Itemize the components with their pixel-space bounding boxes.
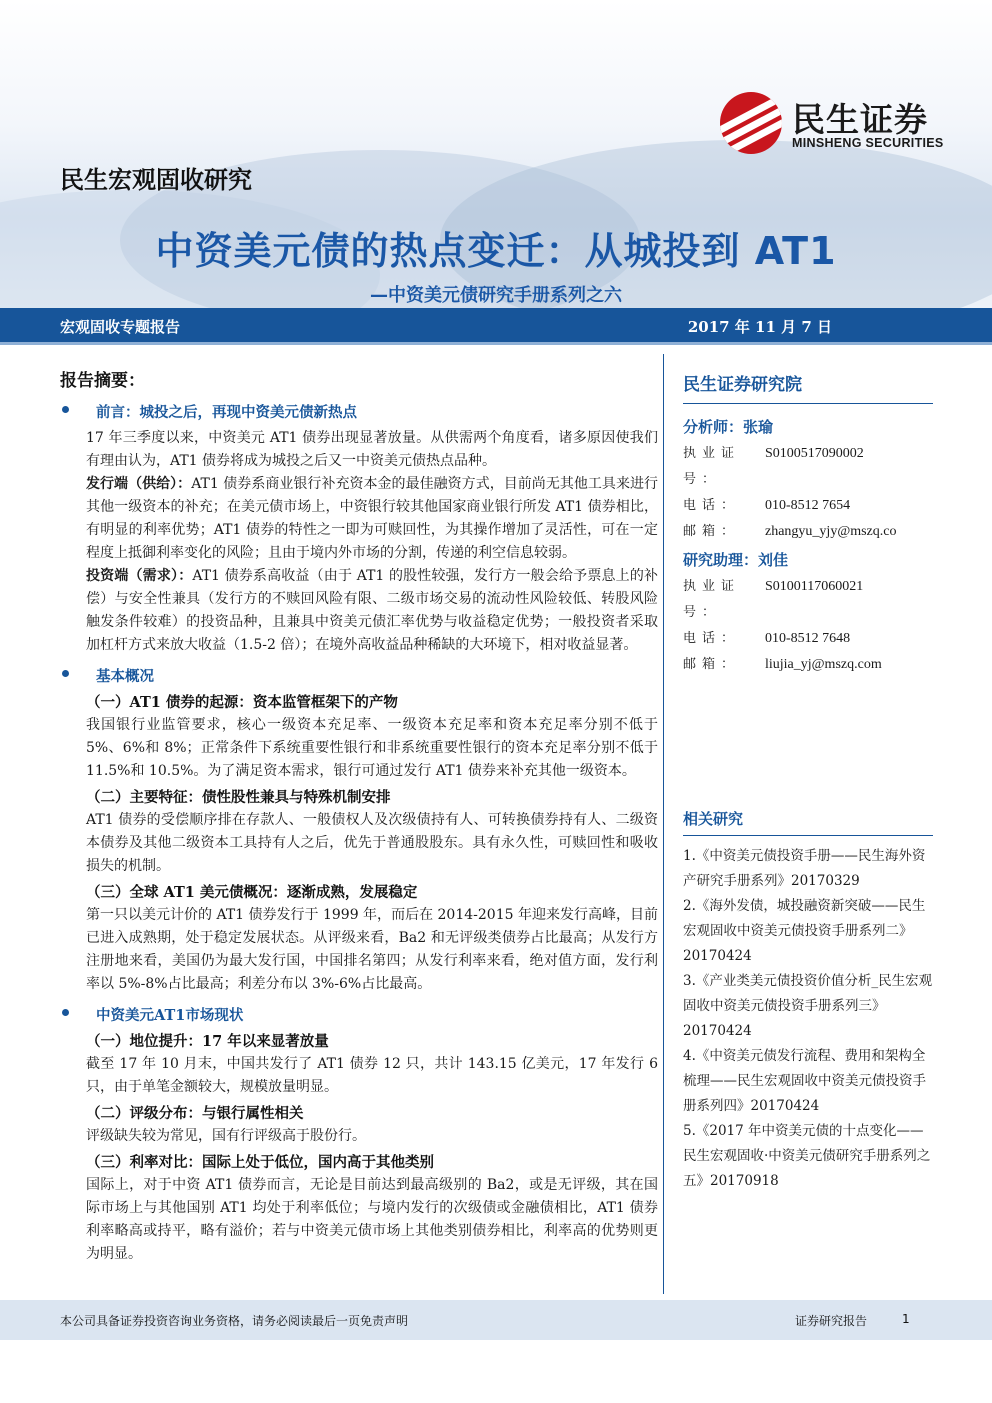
section-heading: 前言：城投之后，再现中资美元债新热点 bbox=[60, 401, 658, 422]
bullet-icon bbox=[62, 1009, 69, 1016]
report-type: 宏观固收专题报告 bbox=[60, 318, 181, 336]
subsection-heading: （一）AT1 债券的起源：资本监管框架下的产物 bbox=[86, 694, 398, 711]
footer-doc-type: 证券研究报告 bbox=[795, 1314, 868, 1328]
subsection-heading: （三）利率对比：国际上处于低位，国内高于其他类别 bbox=[86, 1154, 434, 1171]
related-research-item: 2.《海外发债，城投融资新突破——民生宏观固收中资美元债投资手册系列二》20170424 bbox=[683, 898, 926, 964]
paragraph: 发行端（供给）：AT1 债券系商业银行补充资本金的最佳融资方式，目前尚无其他工具来进行其他一级资本的补充；在美元债市场上，中资银行较其他国家商业银行所发 AT1 债券相比，有明显的利率优势；AT1 债券的特性之一即为可赎回性，为其操作增加了灵活性，可在一定程度上抵御利率变化的风险；且由于境内外市场的分割，传递的利空信息较弱。 bbox=[86, 476, 658, 561]
paragraph: 17 年三季度以来，中资美元 AT1 债券出现显著放量。从供需两个角度看，诸多原因使我们有理由认为，AT1 债券将成为城投之后又一中资美元债热点品种。 bbox=[86, 430, 658, 469]
contact-row: 电话： 010-8512 7648 bbox=[683, 631, 851, 646]
subsection-heading: （二）主要特征：债性股性兼具与特殊机制安排 bbox=[86, 789, 391, 806]
paragraph: AT1 债券的受偿顺序排在存款人、一般债权人及次级债持有人、可转换债券持有人、二级资本债券及其他二级资本工具持有人之后，优先于普通股股东。具有永久性，可赎回性和吸收损失的机制。 bbox=[86, 812, 658, 874]
report-date: 2017 年 11 月 7 日 bbox=[687, 318, 832, 336]
series-name: 民生宏观固收研究 bbox=[60, 166, 252, 194]
contact-row: 邮箱： zhangyu_yjy@mszq.co bbox=[683, 524, 897, 539]
related-research-item: 4.《中资美元债发行流程、费用和架构全梳理——民生宏观固收中资美元债投资手册系列四》20170424 bbox=[683, 1048, 926, 1114]
contact-row: 执业证号： S0100517090002 bbox=[683, 446, 864, 487]
divider bbox=[683, 403, 933, 404]
bullet-icon bbox=[62, 406, 69, 413]
abstract-column bbox=[60, 362, 658, 1266]
analyst-heading: 分析师：张瑜 bbox=[683, 418, 774, 436]
brand-name-en: MINSHENG SECURITIES bbox=[792, 136, 944, 150]
related-research-heading: 相关研究 bbox=[683, 810, 744, 828]
report-type-band bbox=[0, 308, 992, 342]
report-subtitle: —中资美元债研究手册系列之六 bbox=[370, 285, 622, 306]
contact-row: 邮箱： liujia_yj@mszq.com bbox=[683, 657, 882, 672]
related-research-item: 3.《产业类美元债投资价值分析_民生宏观固收中资美元债投资手册系列三》20170424 bbox=[683, 973, 933, 1039]
abstract-title: 报告摘要： bbox=[60, 371, 145, 391]
section-heading: 基本概况 bbox=[60, 665, 658, 686]
section-heading: 中资美元AT1市场现状 bbox=[60, 1004, 658, 1025]
contact-row: 电话： 010-8512 7654 bbox=[683, 498, 851, 513]
assistant-heading: 研究助理：刘佳 bbox=[683, 551, 789, 569]
institute-name: 民生证券研究院 bbox=[683, 375, 802, 395]
band-underline bbox=[0, 342, 992, 345]
paragraph: 截至 17 年 10 月末，中国共发行了 AT1 债券 12 只，共计 143.15 亿美元，17 年发行 6 只，由于单笔金额较大，规模放量明显。 bbox=[86, 1056, 658, 1095]
logo-icon bbox=[720, 92, 782, 154]
report-title: 中资美元债的热点变迁：从城投到 AT1 bbox=[155, 229, 837, 273]
page-footer bbox=[0, 1300, 992, 1340]
footer-disclaimer: 本公司具备证券投资咨询业务资格，请务必阅读最后一页免责声明 bbox=[60, 1314, 409, 1328]
brand-logo bbox=[720, 92, 950, 158]
column-divider bbox=[663, 354, 664, 1294]
subsection-heading: （三）全球 AT1 美元债概况：逐渐成熟，发展稳定 bbox=[86, 884, 418, 901]
paragraph: 评级缺失较为常见，国有行评级高于股份行。 bbox=[86, 1128, 366, 1144]
divider bbox=[683, 835, 933, 836]
page-number: 1 bbox=[902, 1312, 910, 1326]
bullet-icon bbox=[62, 670, 69, 677]
subsection-heading: （一）地位提升：17 年以来显著放量 bbox=[86, 1033, 329, 1050]
paragraph: 第一只以美元计价的 AT1 债券发行于 1999 年，而后在 2014-2015 年迎来发行高峰，目前已进入成熟期，处于稳定发展状态。从评级来看，Ba2 和无评级类债券占比最高；从发行方注册地来看，美国仍为最大发行国，中国排名第四；从发行利率来看，绝对值方面，发行利率以 5%-8%占比最高；利差分布以 3%-6%占比最高。 bbox=[86, 907, 658, 992]
subsection-heading: （二）评级分布：与银行属性相关 bbox=[86, 1105, 304, 1122]
brand-name-cn: 民生证券 bbox=[792, 100, 928, 139]
sidebar bbox=[683, 370, 933, 1194]
paragraph: 我国银行业监管要求，核心一级资本充足率、一级资本充足率和资本充足率分别不低于 5%、6%和 8%；正常条件下系统重要性银行和非系统重要性银行的资本充足率分别不低于 11.5%和 10.5%。为了满足资本需求，银行可通过发行 AT1 债券来补充其他一级资本。 bbox=[86, 717, 658, 779]
paragraph: 国际上，对于中资 AT1 债券而言，无论是目前达到最高级别的 Ba2，或是无评级，其在国际市场上与其他国别 AT1 均处于利率低位；与境内发行的次级债或金融债相比，AT1 债券利率略高或持平，略有溢价；若与中资美元债市场上其他类别债券相比，利率高的优势则更为明显。 bbox=[86, 1177, 658, 1262]
contact-row: 执业证号： S0100117060021 bbox=[683, 579, 864, 620]
related-research-item: 5.《2017 年中资美元债的十点变化——民生宏观固收·中资美元债研究手册系列之五》20170918 bbox=[683, 1123, 931, 1189]
related-research-item: 1.《中资美元债投资手册——民生海外资产研究手册系列》20170329 bbox=[683, 848, 926, 889]
paragraph: 投资端（需求）：AT1 债券系高收益（由于 AT1 的股性较强，发行方一般会给予票息上的补偿）与安全性兼具（发行方的不赎回风险有限、二级市场交易的流动性风险较低、转股风险触发条件较难）的投资品种，且兼具中资美元债汇率优势与收益稳定优势；一般投资者采取加杠杆方式来放大收益（1.5-2 倍）；在境外高收益品种稀缺的大环境下，相对收益显著。 bbox=[86, 568, 659, 653]
